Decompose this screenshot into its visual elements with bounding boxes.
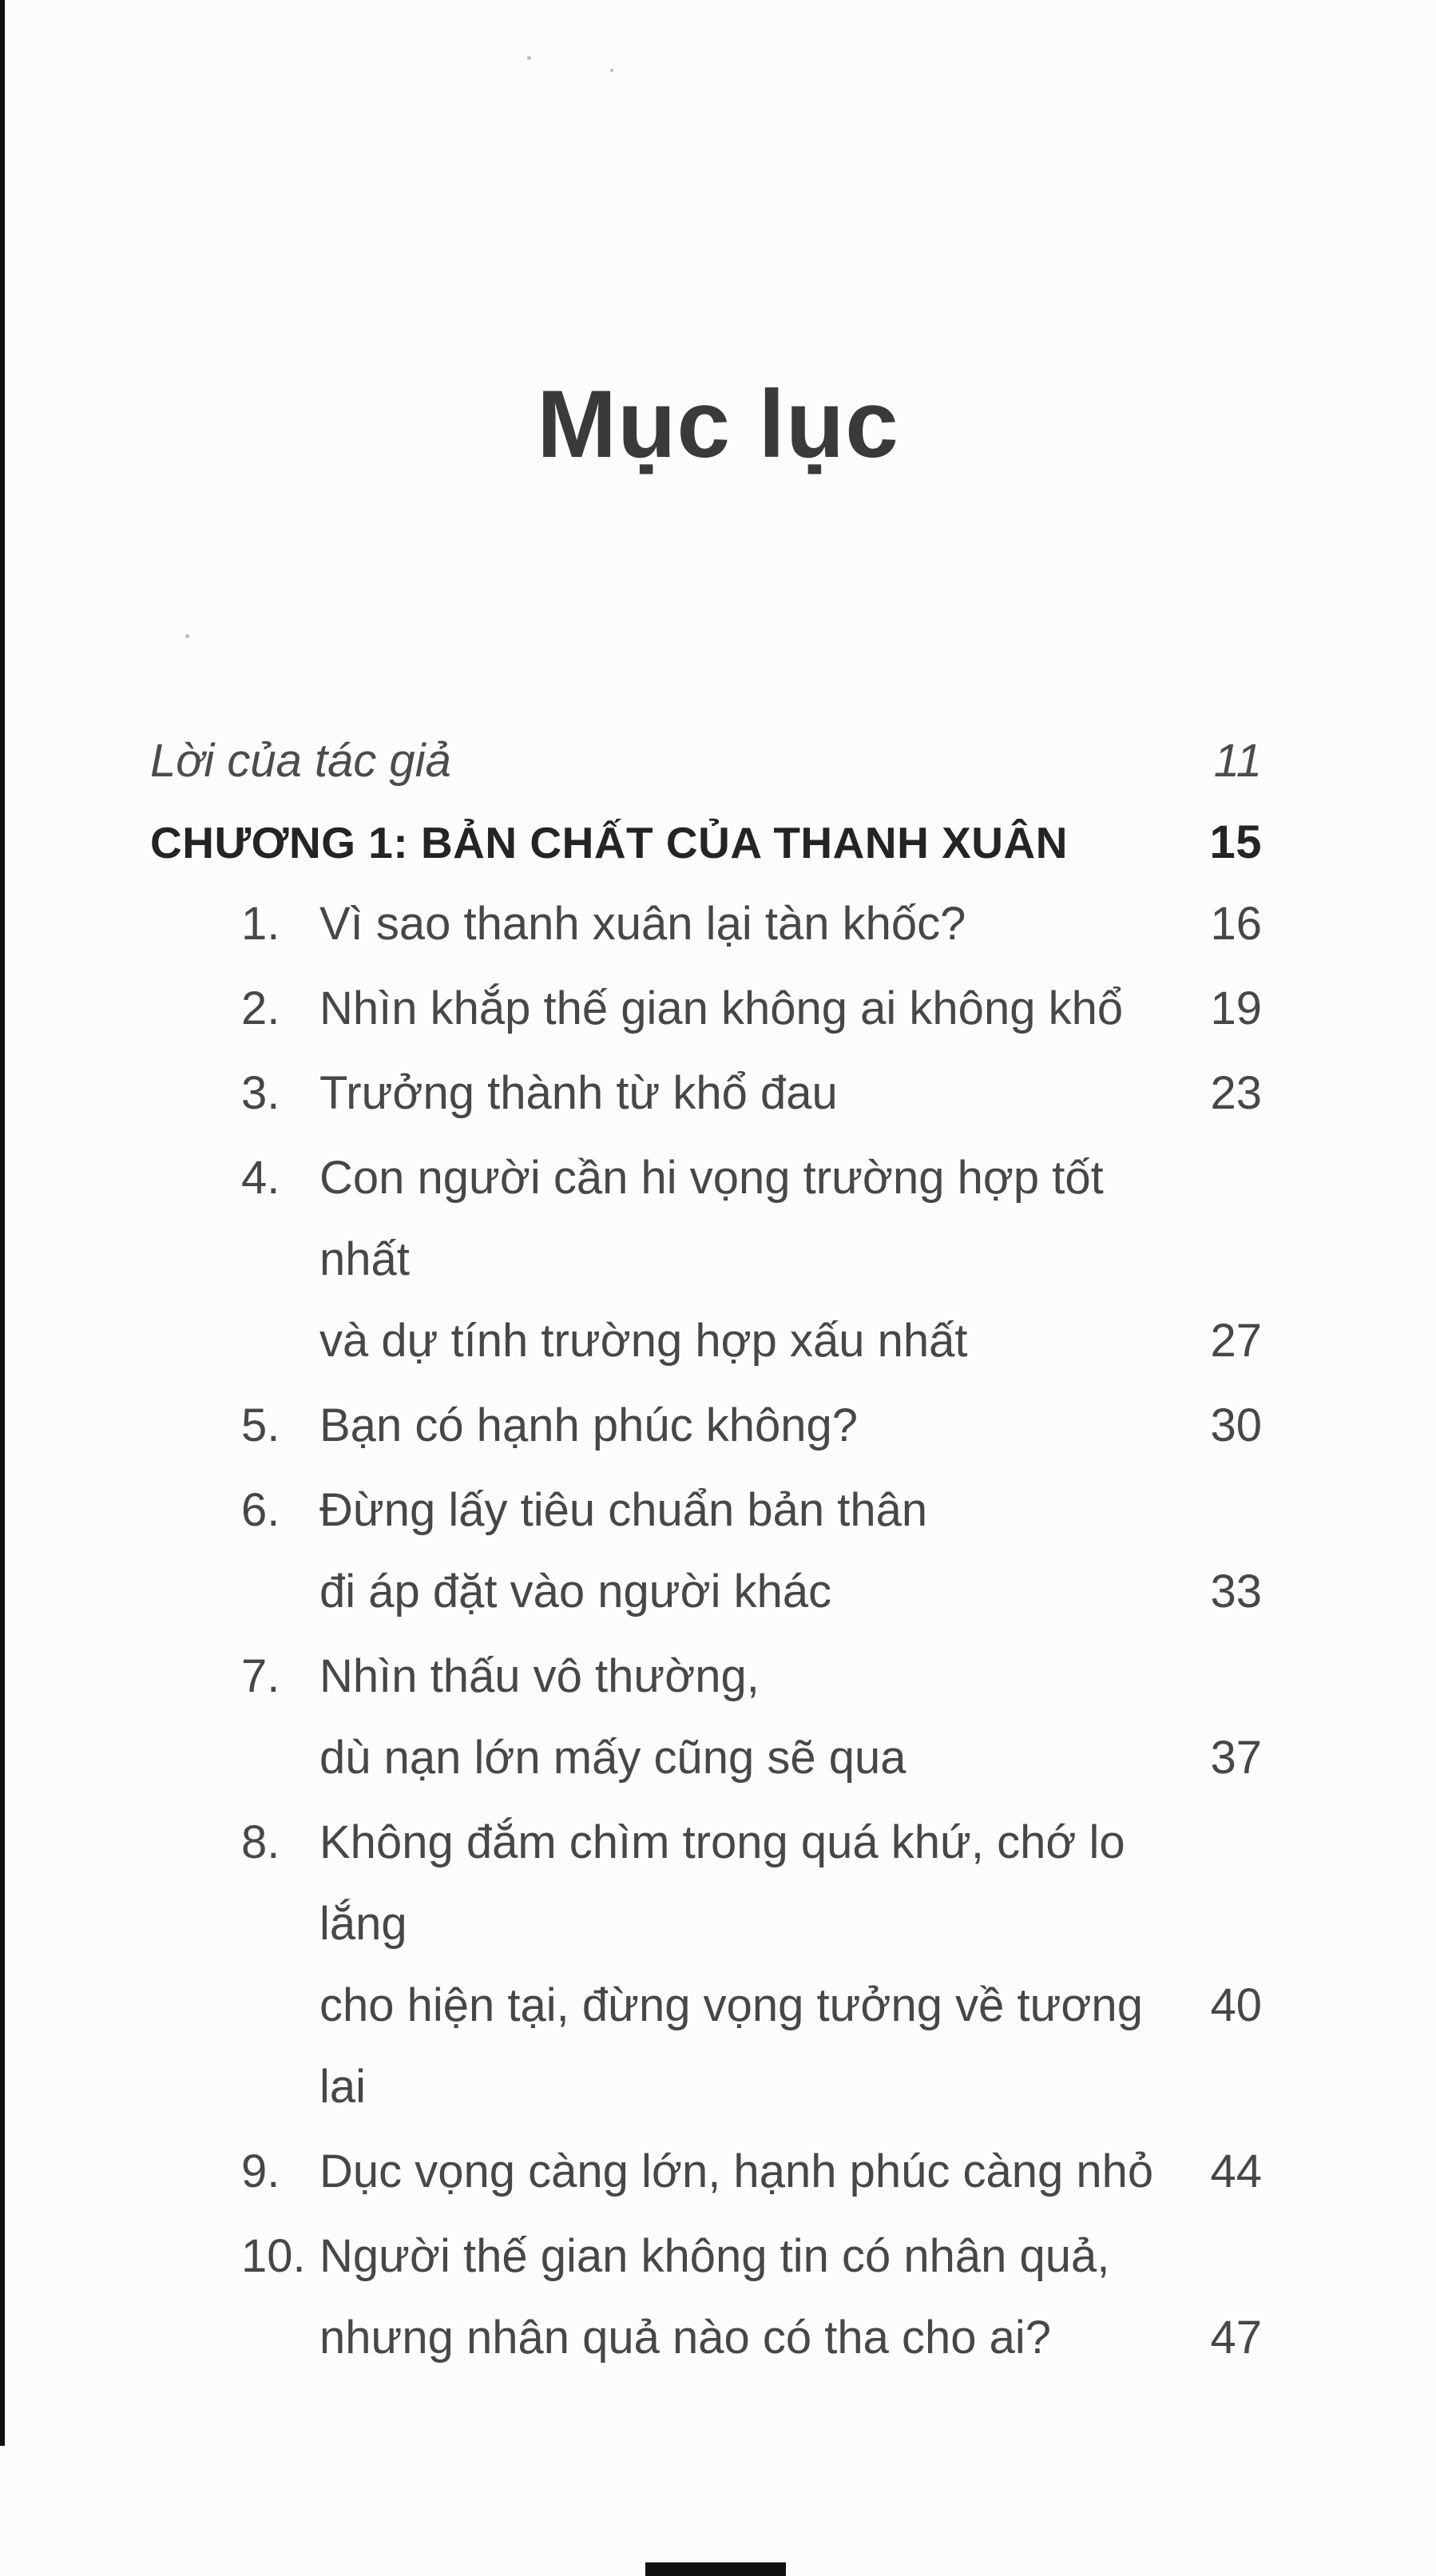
entry-page-number: 23 — [1210, 1067, 1262, 1119]
toc-entry — [150, 1636, 1262, 1799]
toc-list — [150, 883, 1262, 2379]
entry-number: 9. — [241, 2145, 280, 2197]
scan-speck — [185, 634, 189, 638]
toc-entry — [150, 1137, 1262, 1382]
entry-title: dù nạn lớn mấy cũng sẽ qua — [319, 1732, 906, 1784]
table-of-contents — [150, 720, 1262, 2382]
toc-entry — [150, 1802, 1262, 2128]
preface-page-number: 11 — [1213, 735, 1262, 787]
toc-entry-line — [150, 1300, 1262, 1382]
entry-page-number: 19 — [1210, 982, 1262, 1034]
scan-speck — [610, 69, 613, 72]
entry-page-number: 40 — [1210, 1979, 1262, 2031]
entry-title: Người thế gian không tin có nhân quả, — [319, 2230, 1110, 2282]
toc-entry-line — [150, 1137, 1262, 1300]
toc-entry — [150, 2216, 1262, 2379]
entry-title: Vì sao thanh xuân lại tàn khốc? — [319, 898, 966, 950]
entry-number: 8. — [241, 1816, 280, 1868]
entry-title: và dự tính trường hợp xấu nhất — [319, 1315, 968, 1367]
entry-page-number: 33 — [1210, 1566, 1262, 1617]
toc-entry-line — [150, 968, 1262, 1050]
entry-title: Không đắm chìm trong quá khứ, chớ lo lắng — [319, 1816, 1125, 1950]
entry-title: Con người cần hi vọng trường hợp tốt nhất — [319, 1152, 1104, 1285]
chapter-page-number: 15 — [1209, 816, 1262, 868]
toc-entry — [150, 968, 1262, 1050]
entry-page-number: 27 — [1210, 1315, 1262, 1367]
entry-page-number: 16 — [1210, 898, 1262, 950]
entry-number: 5. — [241, 1399, 280, 1451]
entry-page-number: 44 — [1210, 2145, 1262, 2197]
toc-entry — [150, 1053, 1262, 1134]
entry-title: cho hiện tại, đừng vọng tưởng về tương lai — [319, 1979, 1143, 2113]
toc-entry-line — [150, 1053, 1262, 1134]
scan-bottom-bar — [645, 2562, 786, 2576]
toc-preface — [150, 720, 1262, 802]
entry-title: Trưởng thành từ khổ đau — [319, 1067, 838, 1119]
entry-page-number: 47 — [1210, 2312, 1262, 2364]
entry-number: 10. — [241, 2230, 306, 2282]
entry-page-number: 30 — [1210, 1399, 1262, 1451]
entry-title: đi áp đặt vào người khác — [319, 1566, 832, 1617]
toc-entry-line — [150, 2216, 1262, 2297]
page-title: Mục lục — [537, 371, 899, 478]
entry-number: 1. — [241, 898, 280, 950]
entry-title: Dục vọng càng lớn, hạnh phúc càng nhỏ — [319, 2145, 1154, 2197]
toc-entry-line — [150, 883, 1262, 965]
toc-entry-line — [150, 2297, 1262, 2379]
entry-number: 6. — [241, 1484, 280, 1536]
toc-chapter-heading — [150, 802, 1262, 883]
entry-number: 3. — [241, 1067, 280, 1119]
toc-entry — [150, 883, 1262, 965]
scan-edge-line — [0, 0, 5, 2446]
toc-entry-line — [150, 2131, 1262, 2213]
chapter-label: CHƯƠNG 1: BẢN CHẤT CỦA THANH XUÂN — [150, 818, 1068, 867]
toc-entry-line — [150, 1802, 1262, 1965]
entry-number: 4. — [241, 1152, 280, 1204]
toc-entry-line — [150, 1551, 1262, 1633]
entry-number: 7. — [241, 1650, 280, 1702]
entry-title: Đừng lấy tiêu chuẩn bản thân — [319, 1484, 928, 1536]
toc-entry-line — [150, 1470, 1262, 1551]
toc-entry — [150, 1470, 1262, 1633]
toc-entry-line — [150, 1965, 1262, 2128]
entry-title: nhưng nhân quả nào có tha cho ai? — [319, 2312, 1052, 2364]
entry-title: Bạn có hạnh phúc không? — [319, 1399, 858, 1451]
entry-page-number: 37 — [1210, 1732, 1262, 1784]
toc-entry-line — [150, 1385, 1262, 1467]
preface-label: Lời của tác giả — [150, 735, 451, 787]
toc-entry — [150, 2131, 1262, 2213]
entry-title: Nhìn khắp thế gian không ai không khổ — [319, 982, 1124, 1034]
scan-speck — [527, 56, 531, 60]
toc-entry-line — [150, 1636, 1262, 1717]
entry-title: Nhìn thấu vô thường, — [319, 1650, 760, 1702]
entry-number: 2. — [241, 982, 280, 1034]
toc-entry-line — [150, 1717, 1262, 1799]
toc-entry — [150, 1385, 1262, 1467]
